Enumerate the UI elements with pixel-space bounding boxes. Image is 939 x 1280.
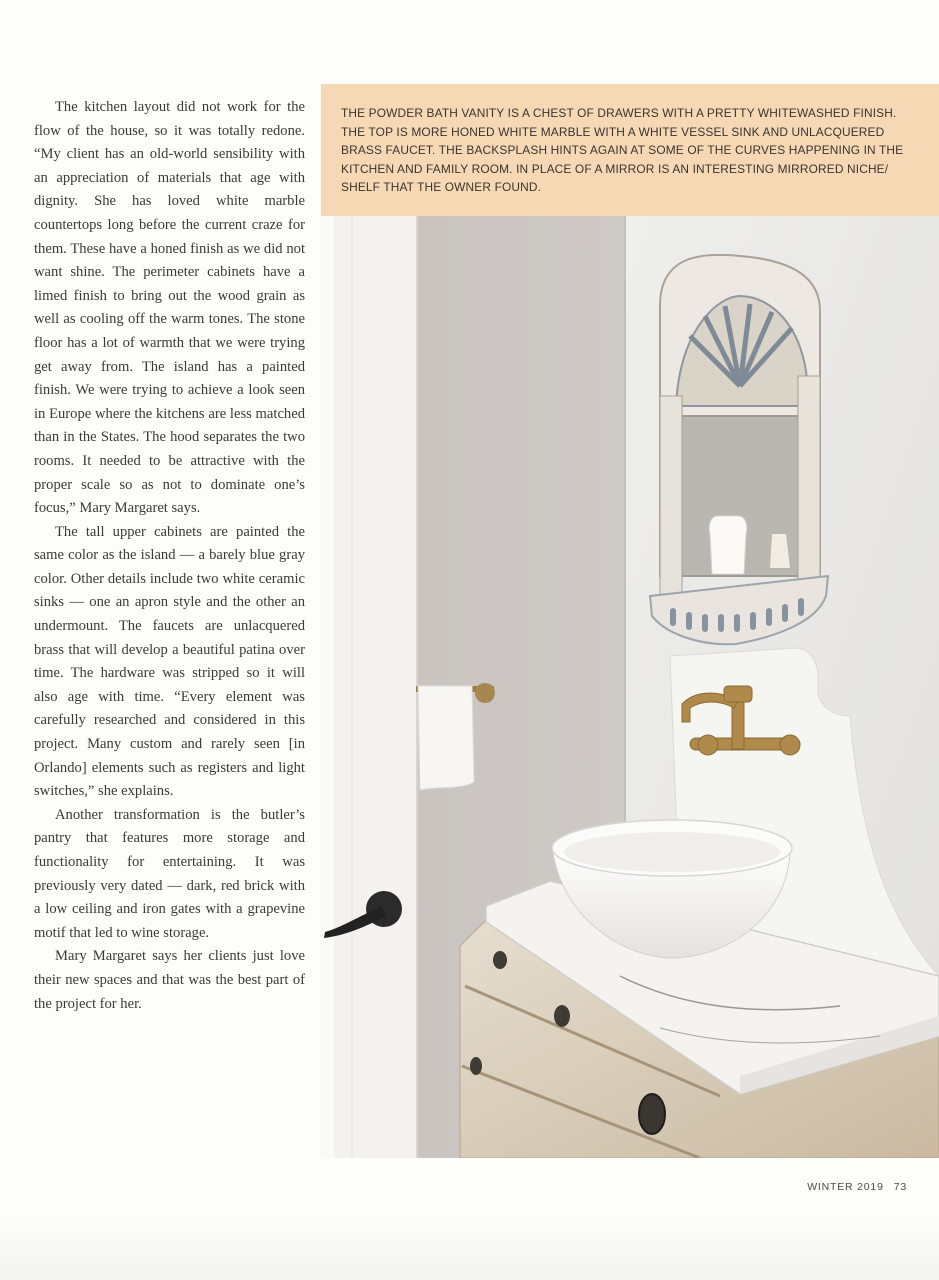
page-number: 73 — [893, 1181, 907, 1193]
article-paragraph: The kitchen layout did not work for the flow of the house, so it was totally redone. “My client has an old-world sensibility with an appreciation of materials that age with dignity. She has loved white marble countertops long before the current craze for them. These have a honed finish as we did not want shine. The perimeter cabinets have a limed finish to bring out the wood grain as well as cooling off the warm tones. The stone floor has a lot of warmth that we were trying get away from. The island has a painted finish. We were trying to achieve a look seen in Europe where the kitchens are less matched than in the States. The hood separates the two rooms. It needed to be attractive with the proper scale so as not to dominate one’s focus,” Mary Margaret says. — [34, 99, 305, 517]
page-footer — [807, 1181, 907, 1193]
article-paragraph: Mary Margaret says her clients just love their new spaces and that was the best part of the project for her. — [34, 948, 305, 1012]
article-body — [34, 96, 305, 1016]
photo-caption: THE POWDER BATH VANITY IS A CHEST OF DRAWERS WITH A PRETTY WHITEWASHED FINISH. THE TOP IS MORE HONED WHITE MARBLE WITH A WHITE VESSEL SINK AND UNLACQUERED BRASS FAUCET. THE BACKSPLASH HINTS AGAIN AT SOME OF THE CURVES HAPPENING IN THE KITCHEN AND FAMILY ROOM. IN PLACE OF A MIRROR IS AN INTERESTING MIRRORED NICHE/ SHELF THAT THE OWNER FOUND. — [341, 106, 904, 195]
photo-caption-band — [321, 84, 939, 216]
issue-label: WINTER 2019 — [807, 1181, 884, 1193]
powder-bath-photo — [320, 216, 939, 1158]
page-bottom-edge — [0, 1218, 939, 1280]
article-paragraph: Another transformation is the butler’s pantry that features more storage and functionality for entertaining. It was previously very dated — dark, red brick with a low ceiling and iron gates with a grapevine motif that led to wine storage. — [34, 806, 305, 941]
mirrored-niche — [650, 255, 828, 644]
article-paragraph: The tall upper cabinets are painted the same color as the island — a barely blue gray color. Other details include two white ceramic sinks — one an apron style and the other an undermount. The faucets are unlacquered brass that will develop a beautiful patina over time. The hardware was stripped so it will also age with time. “Every element was carefully researched and considered in this project. Many custom and rarely seen [in Orlando] elements such as registers and light switches,” she explains. — [34, 523, 305, 800]
